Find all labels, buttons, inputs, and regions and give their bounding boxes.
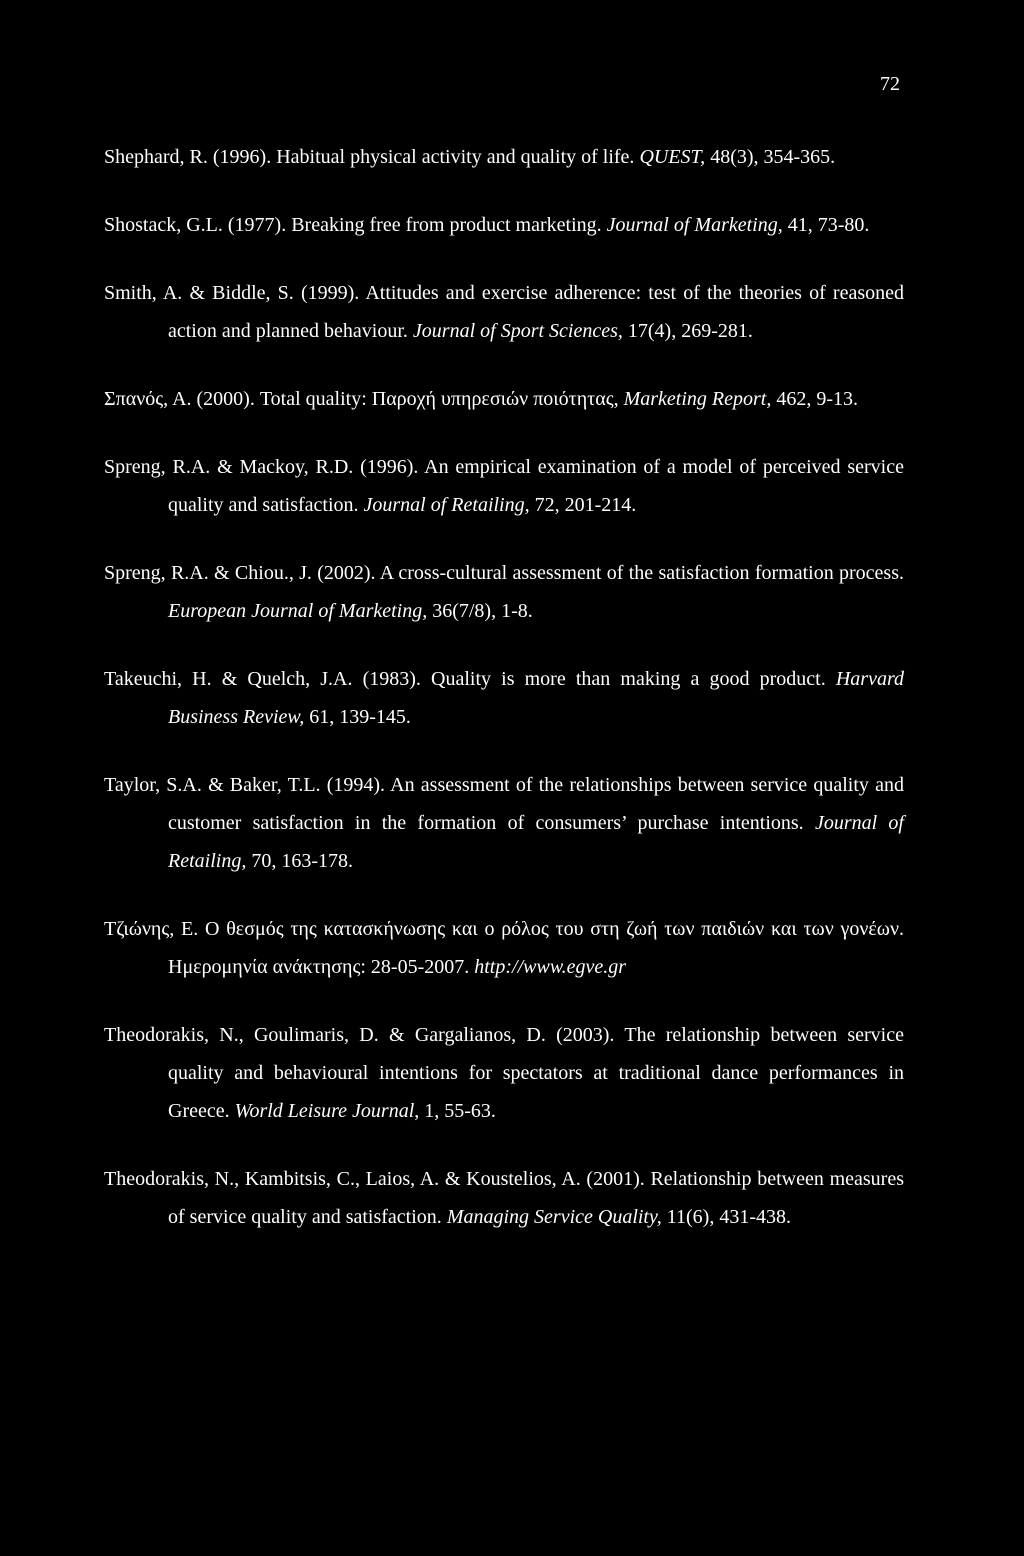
- reference-details: 11(6), 431-438.: [661, 1206, 792, 1228]
- reference-text: Spreng, R.A. & Chiou., J. (2002). A cross-cultural assessment of the satisfaction formation process.: [104, 562, 904, 584]
- reference-spanos-2000: [104, 380, 904, 418]
- reference-source: Managing Service Quality,: [446, 1206, 662, 1228]
- reference-source: World Leisure Journal: [234, 1100, 415, 1122]
- reference-source: Journal of Retailing,: [168, 812, 904, 872]
- reference-details: 462, 9-13.: [771, 388, 859, 410]
- reference-details: 72, 201-214.: [529, 494, 637, 516]
- reference-details: 61, 139-145.: [304, 706, 411, 728]
- reference-text: Taylor, S.A. & Baker, T.L. (1994). An assessment of the relationships between service quality and customer satisfaction in the formation of consumers’ purchase intentions.: [104, 774, 904, 834]
- reference-source: Harvard Business Review,: [168, 668, 904, 728]
- reference-text: Takeuchi, H. & Quelch, J.A. (1983). Quality is more than making a good product.: [104, 668, 836, 690]
- reference-source: Marketing Report,: [623, 388, 772, 410]
- reference-source: Journal of Retailing,: [363, 494, 530, 516]
- reference-takeuchi-quelch-1983: [104, 660, 904, 736]
- reference-details: , 1, 55-63.: [414, 1100, 496, 1122]
- reference-text: Theodorakis, N., Kambitsis, C., Laios, A. & Koustelios, A. (2001). Relationship between measures of service quality and satisfaction.: [104, 1168, 904, 1228]
- reference-details: 48(3), 354-365.: [705, 146, 836, 168]
- reference-details: 70, 163-178.: [246, 850, 353, 872]
- reference-text: Spreng, R.A. & Mackoy, R.D. (1996). An empirical examination of a model of perceived service quality and satisfaction.: [104, 456, 904, 516]
- reference-shephard-1996: [104, 138, 904, 176]
- reference-text: Shephard, R. (1996). Habitual physical activity and quality of life.: [104, 146, 640, 168]
- reference-source: Journal of Sport Sciences,: [412, 320, 623, 342]
- reference-text: Theodorakis, N., Goulimaris, D. & Gargalianos, D. (2003). The relationship between service quality and behavioural intentions for spectators at traditional dance performances in Greece.: [104, 1024, 904, 1122]
- reference-smith-biddle-1999: [104, 274, 904, 350]
- reference-tzionis: [104, 910, 904, 986]
- reference-spreng-chiou-2002: [104, 554, 904, 630]
- reference-theodorakis-2003: [104, 1016, 904, 1130]
- reference-details: 36(7/8), 1-8.: [427, 600, 533, 622]
- reference-list: [104, 138, 904, 1236]
- reference-details: 17(4), 269-281.: [622, 320, 753, 342]
- reference-url-link[interactable]: http://www.egve.gr: [474, 956, 627, 978]
- reference-text: Σπανός, Α. (2000). Total quality: Παροχή υπηρεσιών ποιότητας,: [104, 388, 624, 410]
- reference-theodorakis-2001: [104, 1160, 904, 1236]
- reference-source: QUEST,: [639, 146, 706, 168]
- page-number: 72: [880, 73, 900, 95]
- reference-shostack-1977: [104, 206, 904, 244]
- reference-spreng-mackoy-1996: [104, 448, 904, 524]
- reference-text: Smith, A. & Biddle, S. (1999). Attitudes and exercise adherence: test of the theories of reasoned action and planned behaviour.: [104, 282, 904, 342]
- reference-source: European Journal of Marketing,: [168, 600, 428, 622]
- reference-source: Journal of Marketing,: [606, 214, 783, 236]
- reference-taylor-baker-1994: [104, 766, 904, 880]
- reference-text: Shostack, G.L. (1977). Breaking free from product marketing.: [104, 214, 607, 236]
- reference-details: 41, 73-80.: [782, 214, 870, 236]
- reference-text: Τζιώνης, Ε. Ο θεσμός της κατασκήνωσης και ο ρόλος του στη ζωή των παιδιών και των γονέων. Ημερομηνία ανάκτησης: 28-05-2007.: [104, 918, 904, 978]
